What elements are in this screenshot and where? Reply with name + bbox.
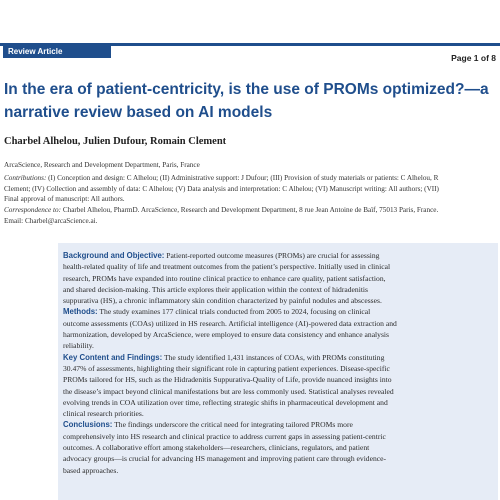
findings-line-4: the disease’s impact beyond clinical manifestations but are less commonly used. Statistical analyses revealed: [63, 386, 394, 396]
title-line-2: narrative review based on AI models: [4, 104, 273, 121]
conclusions-line-3: outcomes. A collaborative effort among stakeholders—researchers, clinicians, regulators, and patient: [63, 443, 370, 453]
abstract-box: [58, 243, 498, 500]
background-line-4: and shared decision-making. This article explores their application within the context of hidradenitis: [63, 284, 368, 294]
affiliation: ArcaScience, Research and Development Department, Paris, France: [4, 161, 200, 169]
background-line-1: Background and Objective: Patient-reported outcome measures (PROMs) are crucial for assessing: [63, 251, 380, 260]
contributions-label: Contributions:: [4, 173, 47, 182]
contributions-line-3: Final approval of manuscript: All authors.: [4, 195, 125, 204]
conclusions-line-4: advocacy groups—is crucial for advancing HS management and improving patient care through evidence-: [63, 454, 387, 464]
title-line-1: In the era of patient-centricity, is the use of PROMs optimized?—a: [4, 81, 489, 98]
conclusions-line-2: comprehensively into HS research and clinical practice to address current gaps in assessing patient-centric: [63, 431, 386, 441]
article-title: [4, 78, 500, 124]
correspondence-line-2: Email: Charbel@arcaScience.ai.: [4, 216, 98, 225]
methods-line-1: Methods: The study examines 177 clinical trials conducted from 2005 to 2024, focusing on clinical: [63, 307, 371, 317]
findings-line-1: Key Content and Findings: The study identified 1,431 instances of COAs, with PROMs constituting: [63, 352, 385, 362]
findings-line-3: PROMs tailored for HS, such as the Hidradenitis Suppurativa-Quality of Life, provide nuanced insights into: [63, 375, 392, 385]
conclusions-line-1: Conclusions: The findings underscore the critical need for integrating tailored PROMs more: [63, 420, 353, 430]
author-list: Charbel Alhelou, Julien Dufour, Romain Clement: [4, 136, 227, 147]
methods-line-2: outcome assessments (COAs) utilized in HS research. Artificial intelligence (AI)-powered data extraction and: [63, 318, 397, 328]
methods-line-4: reliability.: [63, 341, 94, 351]
correspondence-line-1: Correspondence to: Charbel Alhelou, PharmD. ArcaScience, Research and Development Department, 8 rue Jean Antoine de Baïf, 75013 Paris, France.: [4, 206, 439, 215]
methods-heading: Methods:: [63, 307, 98, 317]
correspondence-label: Correspondence to:: [4, 206, 62, 215]
conclusions-heading: Conclusions:: [63, 420, 113, 430]
article-metadata: [4, 160, 500, 227]
background-line-5: suppurativa (HS), a chronic inflammatory skin condition characterized by painful nodules and abscesses.: [63, 296, 382, 306]
contributions-line-1: Contributions: (I) Conception and design: C Alhelou; (II) Administrative support: J Dufour; (III) Provision of study materials or patients: C Alhelou, R: [4, 173, 439, 182]
findings-heading: Key Content and Findings:: [63, 352, 163, 362]
methods-line-3: harmonization, developed by ArcaScience, were employed to ensure data consistency and enhance analysis: [63, 330, 389, 340]
article-type-badge: Review Article: [3, 45, 111, 58]
page-number: Page 1 of 8: [451, 53, 496, 63]
contributions-line-2: Clement; (IV) Collection and assembly of data: C Alhelou; (V) Data analysis and interpretation: C Alhelou; (VI) Manuscript writing: All authors; (VII): [4, 184, 439, 193]
findings-line-6: clinical research priorities.: [63, 409, 144, 419]
background-line-3: research, PROMs have expanded into routine clinical practice to enhance care quality, patient satisfaction,: [63, 273, 386, 283]
conclusions-line-5: based approaches.: [63, 465, 119, 475]
findings-line-2: 30.47% of assessments, highlighting their significant role in capturing patient experiences. Disease-specific: [63, 363, 390, 373]
background-heading: Background and Objective:: [63, 251, 165, 260]
background-line-2: health-related quality of life and treatment outcomes from the patient’s perspective. Initially used in clinical: [63, 262, 391, 272]
findings-line-5: evolving trends in COA utilization over time, reflecting strategic shifts in pharmaceutical development and: [63, 397, 388, 407]
